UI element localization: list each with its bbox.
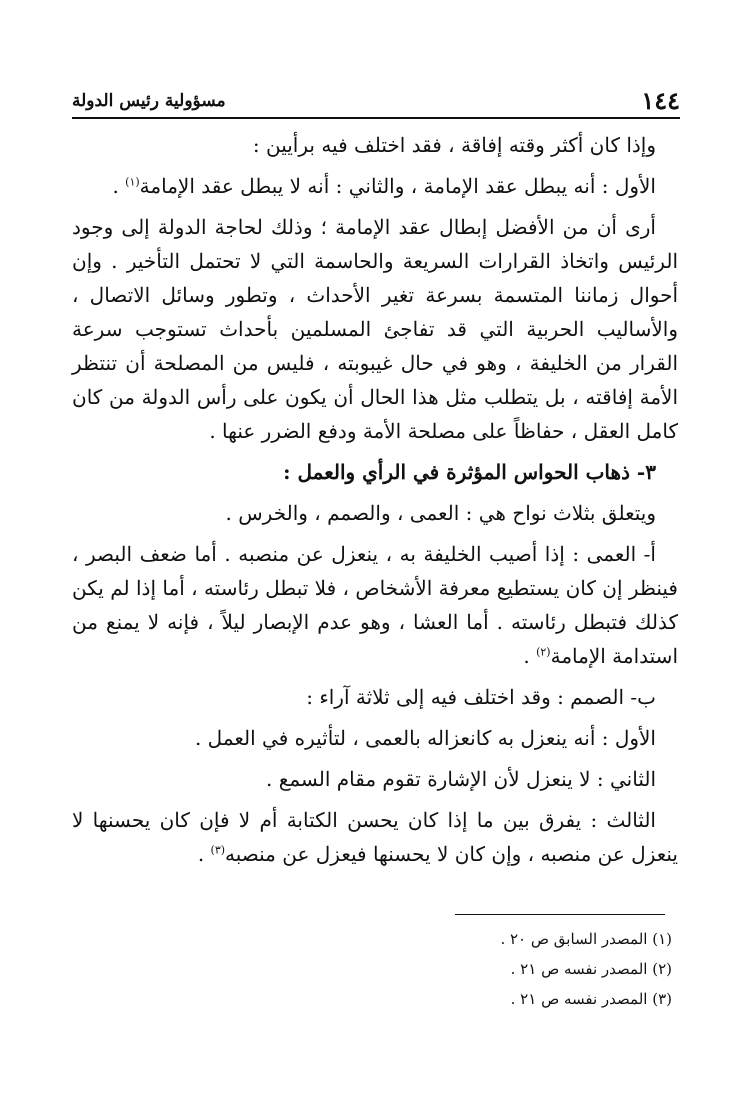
footnote: (٢) المصدر نفسه ص ٢١ . [510,960,672,978]
paragraph [72,496,678,530]
paragraph [72,210,678,448]
body-text [72,128,678,878]
running-title: مسؤولية رئيس الدولة [72,91,226,111]
paragraph [72,762,678,796]
paragraph [72,169,678,203]
paragraph-text: أرى أن من الأفضل إبطال عقد الإمامة ؛ وذلك لحاجة الدولة إلى وجود الرئيس واتخاذ القرارات السريعة والحاسمة التي لا تحتمل التأخير . وإن أحوال زماننا المتسمة بسرعة تغير الأحداث ، وتطور وسائل الاتصال ، والأساليب الحربية التي قد تفاجئ المسلمين بأحداث تستوجب سرعة القرار من الخليفة ، وهو في حال غيبوبته ، فليس من المصلحة أن تنتظر الأمة إفاقته ، بل يتطلب مثل هذا الحال أن يكون على رأس الدولة من كان كامل العقل ، حفاظاً على مصلحة الأمة ودفع الضرر عنها . [72,215,678,443]
paragraph-tail: . [523,644,537,668]
paragraph-text: الأول : أنه يبطل عقد الإمامة ، والثاني : أنه لا يبطل عقد الإمامة [139,174,656,198]
footnotes [300,924,672,1014]
paragraph [72,680,678,714]
paragraph-text: أ- العمى : إذا أصيب الخليفة به ، ينعزل عن منصبه . أما ضعف البصر ، فينظر إن كان يستطيع معرفة الأشخاص ، فلا تبطل رئاسته ، أما إذا لم يكن كذلك فتبطل رئاسته . أما العشا ، وهو عدم الإبصار ليلاً ، فإنه لا يمنع من استدامة الإمامة [72,542,678,668]
paragraph-text: الأول : أنه ينعزل به كانعزاله بالعمى ، لتأثيره في العمل . [194,726,656,750]
paragraph-text: الثاني : لا ينعزل لأن الإشارة تقوم مقام السمع . [266,767,656,791]
footnote-separator [455,914,665,915]
header-rule [72,117,680,119]
paragraph-tail: . [197,842,211,866]
paragraph [72,128,678,162]
footnote-ref: (٣) [210,843,226,857]
footnote-ref: (١) [125,175,140,189]
paragraph-text: ويتعلق بثلاث نواح هي : العمى ، والصمم ، والخرس . [225,501,656,525]
page-number: ١٤٤ [641,86,680,115]
heading-text: ٣- ذهاب الحواس المؤثرة في الرأي والعمل : [283,460,656,484]
section-heading [72,455,678,489]
page-header [72,86,680,116]
paragraph-text: ب- الصمم : وقد اختلف فيه إلى ثلاثة آراء : [306,685,656,709]
paragraph-text: الثالث : يفرق بين ما إذا كان يحسن الكتابة أم لا فإن كان يحسنها لا ينعزل عن منصبه ، وإن كان لا يحسنها فيعزل عن منصبه [72,808,678,866]
footnote: (١) المصدر السابق ص ٢٠ . [500,930,672,948]
footnote-ref: (٢) [536,645,551,659]
paragraph [72,537,678,673]
paragraph-text: وإذا كان أكثر وقته إفاقة ، فقد اختلف فيه برأيين : [252,133,656,157]
paragraph [72,721,678,755]
paragraph-tail: . [112,174,126,198]
footnote: (٣) المصدر نفسه ص ٢١ . [510,990,672,1008]
paragraph [72,803,678,871]
